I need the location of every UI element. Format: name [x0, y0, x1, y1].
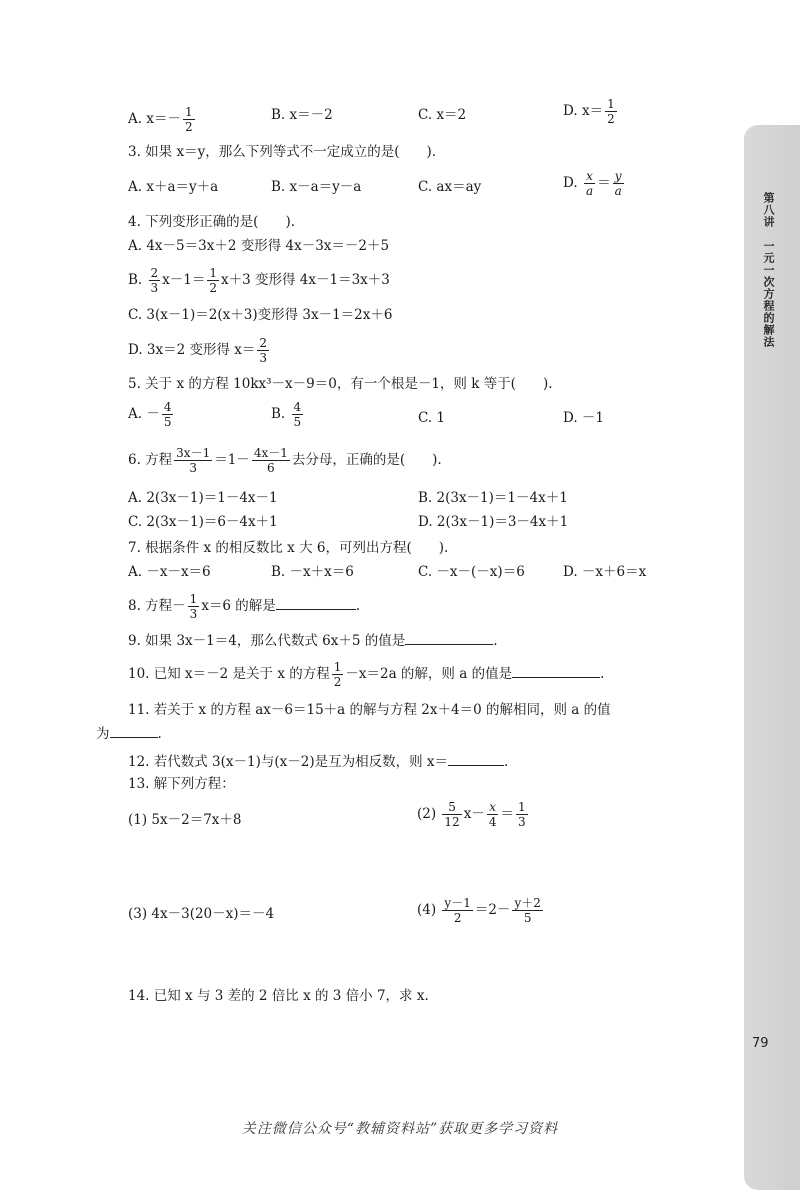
- q11-line1: 11. 若关于 x 的方程 ax－6＝15＋a 的解与方程 2x＋4＝0 的解相同，则 a 的值: [128, 702, 611, 718]
- q7-stem: 7. 根据条件 x 的相反数比 x 大 6，可列出方程( ).: [128, 540, 449, 556]
- q2-option-c: C. x＝2: [418, 107, 467, 123]
- q5-option-b: B. $\frac{4}{5}$: [271, 400, 302, 429]
- q4-option-b: B. $\frac{2}{3}$ x－1＝ $\frac{1}{2}$ x＋3 变形得 4x－1＝3x＋3: [128, 266, 390, 295]
- q6-option-a: A. 2(3x－1)＝1－4x－1: [128, 490, 278, 506]
- page-number: 79: [752, 1036, 769, 1051]
- q8-answer-blank: [276, 597, 356, 610]
- q12: 12. 若代数式 3(x－1)与(x－2)是互为相反数，则 x＝ .: [128, 754, 509, 770]
- q13-part4: (4) $\frac{y-1}{2}$ ＝2－ $\frac{y+2}{5}$: [417, 896, 541, 925]
- q4-option-c: C. 3(x－1)＝2(x＋3)变形得 3x－1＝2x＋6: [128, 307, 393, 323]
- q11-answer-blank: [110, 725, 158, 738]
- q3-option-c: C. ax＝ay: [418, 179, 482, 195]
- q9-answer-blank: [405, 632, 493, 645]
- q3-option-d: D. $\frac{x}{a}$ ＝ $\frac{y}{a}$: [563, 169, 622, 198]
- q7-option-c: C. －x－(－x)＝6: [418, 564, 525, 580]
- q13-part1: (1) 5x－2＝7x＋8: [128, 812, 242, 828]
- q13-part3: (3) 4x－3(20－x)＝－4: [128, 906, 275, 922]
- q6-option-d: D. 2(3x－1)＝3－4x＋1: [418, 514, 569, 530]
- q9: 9. 如果 3x－1＝4，那么代数式 6x＋5 的值是 .: [128, 633, 498, 649]
- q11-line2: 为 .: [96, 726, 162, 742]
- q2-option-b: B. x＝－2: [271, 107, 333, 123]
- q6-option-c: C. 2(3x－1)＝6－4x＋1: [128, 514, 278, 530]
- q5-option-d: D. －1: [563, 410, 605, 426]
- q3-option-b: B. x－a＝y－a: [271, 179, 362, 195]
- chapter-title: 第八讲 一元一次方程的解法: [762, 192, 775, 348]
- q10: 10. 已知 x＝－2 是关于 x 的方程 $\frac{1}{2}$ －x＝2a 的解，则 a 的值是 .: [128, 660, 605, 689]
- q6-options-row1: [128, 488, 568, 508]
- q5-option-c: C. 1: [418, 410, 446, 426]
- q3-option-a: A. x＋a＝y＋a: [128, 179, 219, 195]
- q5-stem: 5. 关于 x 的方程 10kx³－x－9＝0，有一个根是－1，则 k 等于( ).: [128, 376, 553, 392]
- q2-option-d: D. x＝ $\frac{1}{2}$: [563, 97, 615, 126]
- q13-part2: (2) $\frac{5}{12}$ x－ $\frac{x}{4}$ ＝ $\frac{1}{3}$: [417, 800, 526, 829]
- q7-option-d: D. －x＋6＝x: [563, 564, 647, 580]
- q6-options-row2: [128, 512, 569, 532]
- q10-answer-blank: [512, 665, 600, 678]
- q14: 14. 已知 x 与 3 差的 2 倍比 x 的 3 倍小 7，求 x.: [128, 988, 429, 1004]
- q5-option-a: A. － $\frac{4}{5}$: [128, 400, 172, 429]
- q5-options: [128, 400, 605, 429]
- q2-option-a: A. x＝－ $\frac{1}{2}$: [128, 105, 193, 134]
- q7-option-b: B. －x＋x＝6: [271, 564, 354, 580]
- q6-stem: 6. 方程 $\frac{3x-1}{3}$ ＝1－ $\frac{4x-1}{6}$ 去分母，正确的是( ).: [128, 446, 442, 475]
- q2-options: [128, 97, 615, 134]
- q3-options: [128, 169, 622, 198]
- q4-option-d: D. 3x＝2 变形得 x＝ $\frac{2}{3}$: [128, 336, 268, 365]
- q8: 8. 方程－ $\frac{1}{3}$ x＝6 的解是 .: [128, 592, 361, 621]
- q4-stem: 4. 下列变形正确的是( ).: [128, 214, 295, 230]
- q13-stem: 13. 解下列方程：: [128, 776, 235, 792]
- q12-answer-blank: [448, 753, 504, 766]
- footer-note: 关注微信公众号“教辅资料站”获取更多学习资料: [241, 1121, 559, 1137]
- q4-option-a: A. 4x－5＝3x＋2 变形得 4x－3x＝－2＋5: [128, 238, 390, 254]
- q7-options: [128, 562, 647, 582]
- q3-stem: 3. 如果 x＝y，那么下列等式不一定成立的是( ).: [128, 144, 437, 160]
- q7-option-a: A. －x－x＝6: [128, 564, 211, 580]
- q6-option-b: B. 2(3x－1)＝1－4x＋1: [418, 490, 568, 506]
